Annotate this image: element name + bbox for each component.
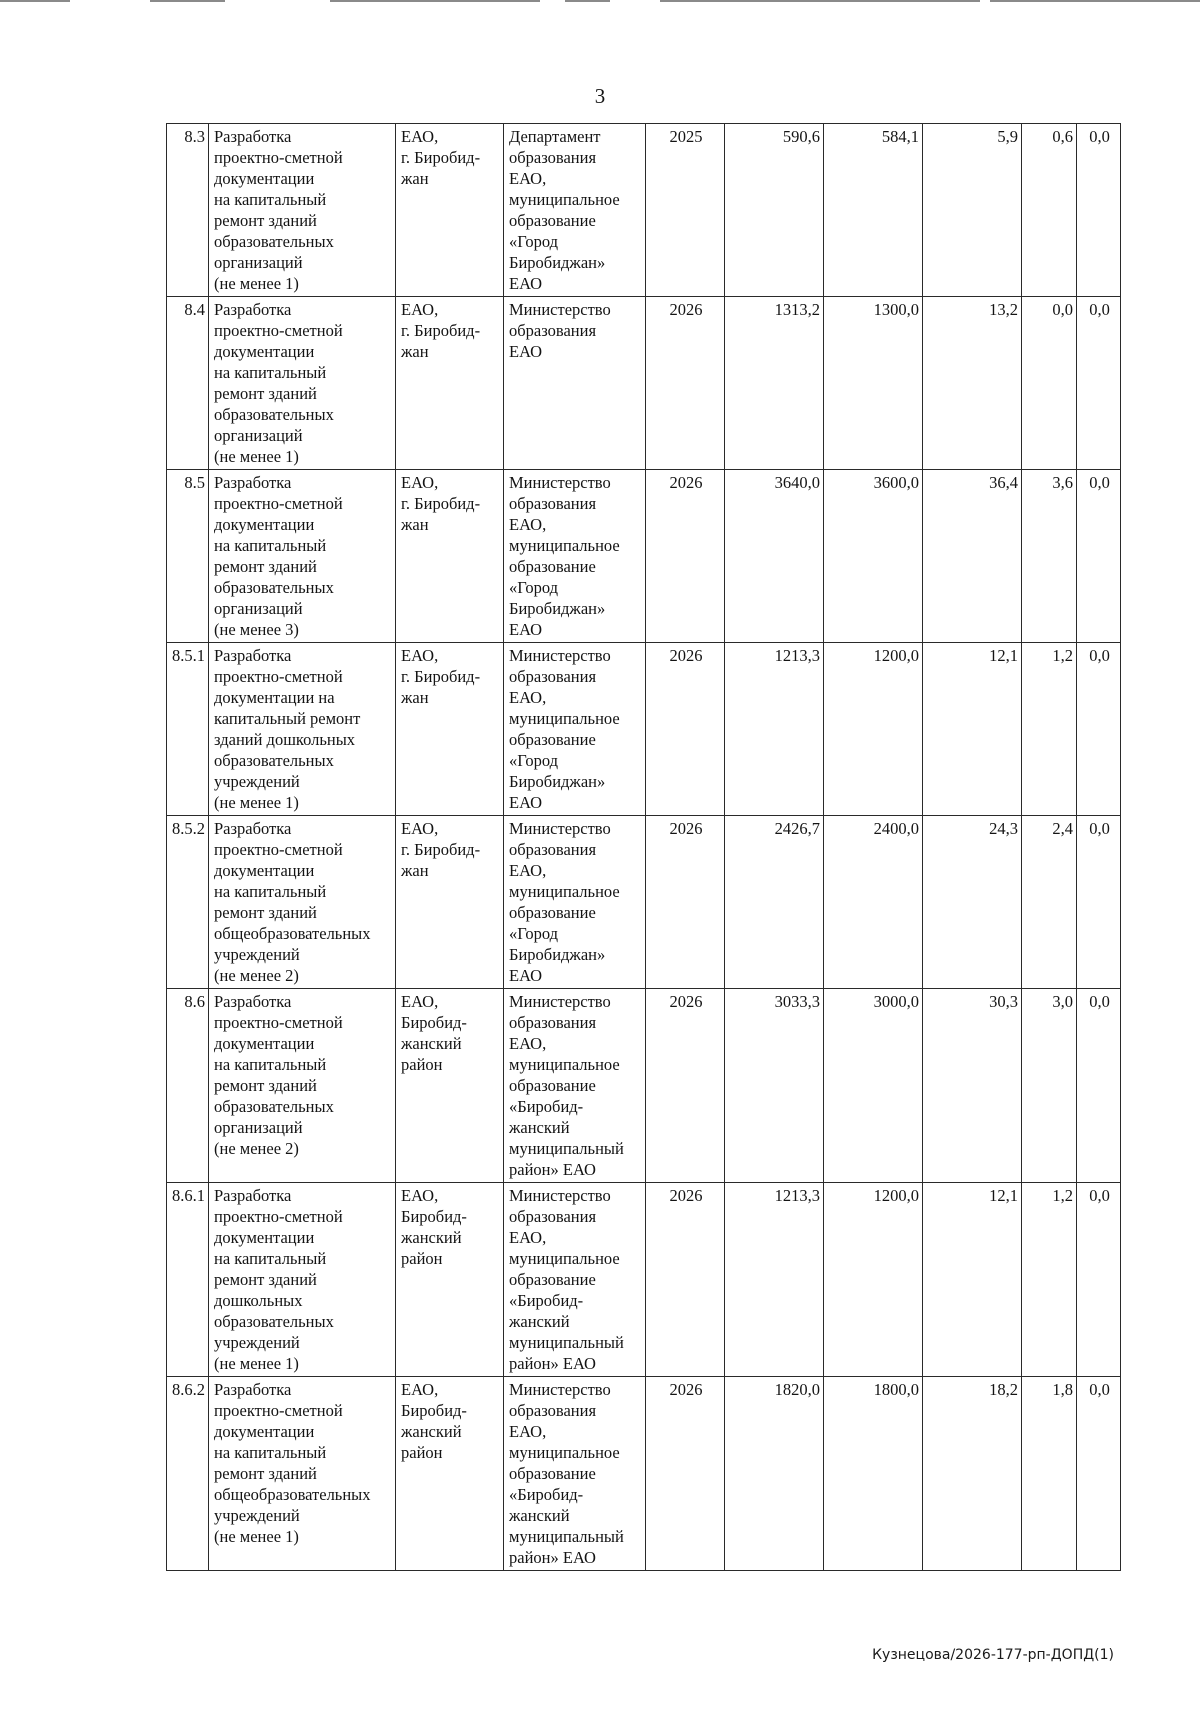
- activity-name-cell: Разработка проектно-сметной документации на капитальный ремонт зданий дошкольных образовательных учреждений (не менее 1): [209, 643, 396, 816]
- municipal-amount-cell: 2,4: [1022, 816, 1077, 989]
- executor-cell: Министерство образования ЕАО, муниципальное образование «Биробид- жанский муниципальный район» ЕАО: [504, 989, 646, 1183]
- program-table: [166, 123, 1121, 1571]
- total-amount-cell: 590,6: [725, 124, 824, 297]
- executor-cell: Министерство образования ЕАО, муниципальное образование «Биробид- жанский муниципальный район» ЕАО: [504, 1183, 646, 1377]
- activity-name-cell: Разработка проектно-сметной документации на капитальный ремонт зданий дошкольных образовательных учреждений (не менее 1): [209, 1183, 396, 1377]
- municipal-amount-cell: 1,2: [1022, 643, 1077, 816]
- total-amount-cell: 1213,3: [725, 643, 824, 816]
- federal-amount-cell: 1800,0: [824, 1377, 923, 1571]
- other-amount-cell: 0,0: [1077, 1377, 1121, 1571]
- other-amount-cell: 0,0: [1077, 643, 1121, 816]
- location-cell: ЕАО, г. Биробид- жан: [396, 643, 504, 816]
- executor-cell: Министерство образования ЕАО, муниципальное образование «Город Биробиджан» ЕАО: [504, 470, 646, 643]
- total-amount-cell: 3640,0: [725, 470, 824, 643]
- total-amount-cell: 1313,2: [725, 297, 824, 470]
- total-amount-cell: 2426,7: [725, 816, 824, 989]
- activity-name-cell: Разработка проектно-сметной документации на капитальный ремонт зданий образовательных организаций (не менее 1): [209, 297, 396, 470]
- activity-name-cell: Разработка проектно-сметной документации на капитальный ремонт зданий образовательных организаций (не менее 3): [209, 470, 396, 643]
- table-row: [167, 1183, 1121, 1377]
- regional-amount-cell: 13,2: [923, 297, 1022, 470]
- municipal-amount-cell: 1,2: [1022, 1183, 1077, 1377]
- other-amount-cell: 0,0: [1077, 989, 1121, 1183]
- table-row: [167, 643, 1121, 816]
- executor-cell: Министерство образования ЕАО, муниципальное образование «Биробид- жанский муниципальный район» ЕАО: [504, 1377, 646, 1571]
- executor-cell: Министерство образования ЕАО, муниципальное образование «Город Биробиджан» ЕАО: [504, 643, 646, 816]
- municipal-amount-cell: 3,0: [1022, 989, 1077, 1183]
- activity-name-cell: Разработка проектно-сметной документации на капитальный ремонт зданий образовательных организаций (не менее 1): [209, 124, 396, 297]
- location-cell: ЕАО, г. Биробид- жан: [396, 470, 504, 643]
- other-amount-cell: 0,0: [1077, 124, 1121, 297]
- row-number-cell: 8.6.1: [167, 1183, 209, 1377]
- municipal-amount-cell: 3,6: [1022, 470, 1077, 643]
- activity-name-cell: Разработка проектно-сметной документации на капитальный ремонт зданий общеобразовательных учреждений (не менее 1): [209, 1377, 396, 1571]
- document-reference: Кузнецова/2026-177-рп-ДОПД(1): [872, 1647, 1114, 1663]
- regional-amount-cell: 12,1: [923, 643, 1022, 816]
- federal-amount-cell: 1200,0: [824, 643, 923, 816]
- other-amount-cell: 0,0: [1077, 816, 1121, 989]
- federal-amount-cell: 584,1: [824, 124, 923, 297]
- executor-cell: Министерство образования ЕАО, муниципальное образование «Город Биробиджан» ЕАО: [504, 816, 646, 989]
- year-cell: 2026: [646, 297, 725, 470]
- location-cell: ЕАО, г. Биробид- жан: [396, 124, 504, 297]
- federal-amount-cell: 2400,0: [824, 816, 923, 989]
- table-row: [167, 297, 1121, 470]
- federal-amount-cell: 1200,0: [824, 1183, 923, 1377]
- location-cell: ЕАО, Биробид- жанский район: [396, 1183, 504, 1377]
- activity-name-cell: Разработка проектно-сметной документации на капитальный ремонт зданий образовательных организаций (не менее 2): [209, 989, 396, 1183]
- year-cell: 2026: [646, 1183, 725, 1377]
- table-row: [167, 989, 1121, 1183]
- row-number-cell: 8.5.1: [167, 643, 209, 816]
- municipal-amount-cell: 0,6: [1022, 124, 1077, 297]
- page-number: 3: [594, 84, 606, 108]
- location-cell: ЕАО, г. Биробид- жан: [396, 816, 504, 989]
- regional-amount-cell: 5,9: [923, 124, 1022, 297]
- location-cell: ЕАО, Биробид- жанский район: [396, 1377, 504, 1571]
- year-cell: 2026: [646, 470, 725, 643]
- row-number-cell: 8.5: [167, 470, 209, 643]
- other-amount-cell: 0,0: [1077, 297, 1121, 470]
- table-row: [167, 1377, 1121, 1571]
- row-number-cell: 8.6: [167, 989, 209, 1183]
- municipal-amount-cell: 0,0: [1022, 297, 1077, 470]
- other-amount-cell: 0,0: [1077, 470, 1121, 643]
- federal-amount-cell: 3600,0: [824, 470, 923, 643]
- year-cell: 2026: [646, 643, 725, 816]
- federal-amount-cell: 1300,0: [824, 297, 923, 470]
- row-number-cell: 8.4: [167, 297, 209, 470]
- executor-cell: Министерство образования ЕАО: [504, 297, 646, 470]
- year-cell: 2026: [646, 989, 725, 1183]
- location-cell: ЕАО, Биробид- жанский район: [396, 989, 504, 1183]
- year-cell: 2026: [646, 816, 725, 989]
- regional-amount-cell: 24,3: [923, 816, 1022, 989]
- federal-amount-cell: 3000,0: [824, 989, 923, 1183]
- total-amount-cell: 1213,3: [725, 1183, 824, 1377]
- table-row: [167, 816, 1121, 989]
- regional-amount-cell: 12,1: [923, 1183, 1022, 1377]
- year-cell: 2025: [646, 124, 725, 297]
- total-amount-cell: 1820,0: [725, 1377, 824, 1571]
- regional-amount-cell: 18,2: [923, 1377, 1022, 1571]
- regional-amount-cell: 36,4: [923, 470, 1022, 643]
- executor-cell: Департамент образования ЕАО, муниципальное образование «Город Биробиджан» ЕАО: [504, 124, 646, 297]
- activity-name-cell: Разработка проектно-сметной документации на капитальный ремонт зданий общеобразовательных учреждений (не менее 2): [209, 816, 396, 989]
- table-row: [167, 124, 1121, 297]
- row-number-cell: 8.3: [167, 124, 209, 297]
- other-amount-cell: 0,0: [1077, 1183, 1121, 1377]
- row-number-cell: 8.5.2: [167, 816, 209, 989]
- table-row: [167, 470, 1121, 643]
- municipal-amount-cell: 1,8: [1022, 1377, 1077, 1571]
- total-amount-cell: 3033,3: [725, 989, 824, 1183]
- regional-amount-cell: 30,3: [923, 989, 1022, 1183]
- year-cell: 2026: [646, 1377, 725, 1571]
- location-cell: ЕАО, г. Биробид- жан: [396, 297, 504, 470]
- row-number-cell: 8.6.2: [167, 1377, 209, 1571]
